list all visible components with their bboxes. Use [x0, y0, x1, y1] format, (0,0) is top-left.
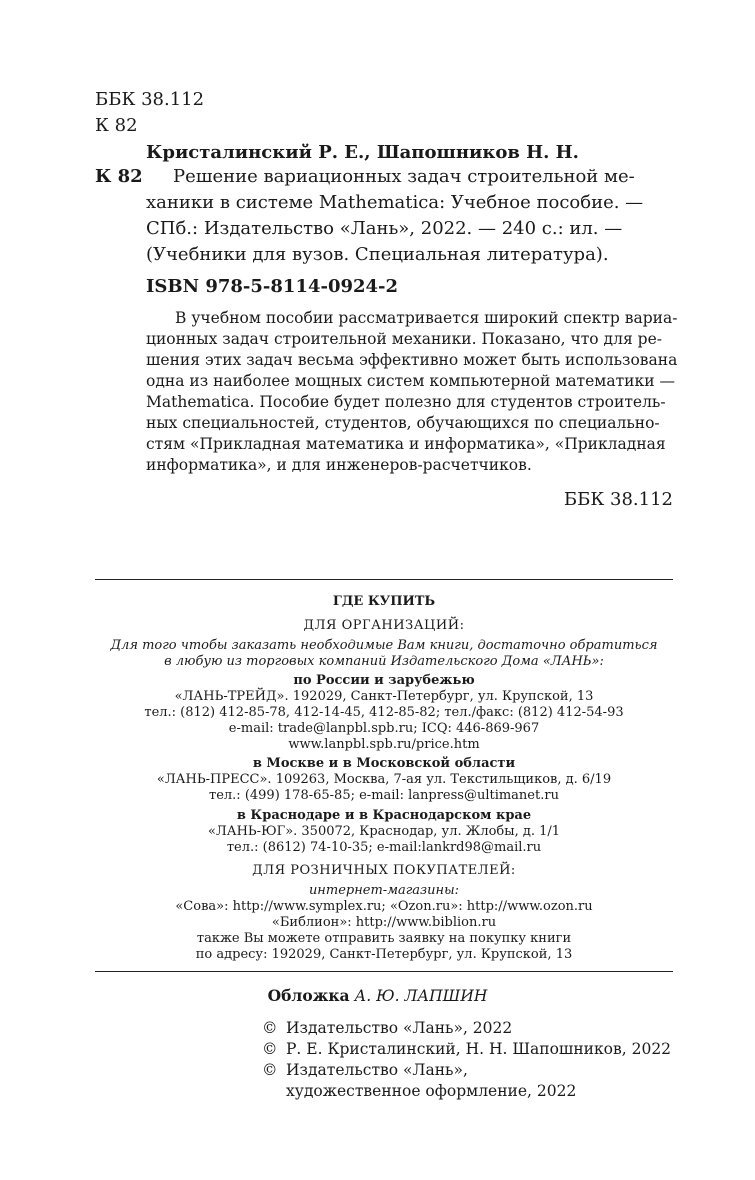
annotation-line: Mathematica. Пособие будет полезно для студентов строитель-: [146, 393, 666, 411]
annotation-line: шения этих задач весьма эффективно может быть использована: [146, 351, 678, 369]
author-mark: К 82: [95, 115, 138, 136]
isbn: ISBN 978-5-8114-0924-2: [146, 276, 399, 297]
annotation-line: стям «Прикладная математика и информатика», «Прикладная: [146, 435, 666, 453]
russia-line: www.lanpbl.spb.ru/price.htm: [288, 737, 480, 752]
divider-bottom: [95, 971, 673, 972]
russia-line: «ЛАНЬ-ТРЕЙД». 192029, Санкт-Петербург, ул. Крупской, 13: [174, 689, 594, 704]
bbk-index: ББК 38.112: [95, 89, 205, 110]
divider-top: [95, 579, 673, 580]
russia-heading: по России и зарубежью: [293, 673, 475, 688]
annotation-line: В учебном пособии рассматривается широкий спектр вариа-: [175, 309, 678, 327]
copyright-line: Издательство «Лань»,: [286, 1061, 468, 1079]
cover-label: Обложка: [267, 986, 350, 1005]
krasnodar-line: тел.: (8612) 74-10-35; e-mail:lankrd98@mail.ru: [226, 840, 542, 855]
retail-line: «Сова»: http://www.symplex.ru; «Ozon.ru»: http://www.ozon.ru: [175, 899, 593, 914]
annotation-line: ных специальностей, студентов, обучающихся по специально-: [146, 414, 660, 432]
org-intro-line: Для того чтобы заказать необходимые Вам книги, достаточно обратиться: [110, 638, 658, 653]
where-to-buy-title: ГДЕ КУПИТЬ: [332, 594, 436, 609]
cover-credit: [0, 985, 755, 1007]
krasnodar-heading: в Краснодаре и в Краснодарском крае: [236, 808, 532, 823]
krasnodar-line: «ЛАНЬ-ЮГ». 350072, Краснодар, ул. Жлобы, д. 1/1: [207, 824, 561, 839]
copyright-symbol: ©: [262, 1061, 278, 1079]
retail-line: также Вы можете отправить заявку на покупку книги: [196, 931, 572, 946]
org-heading: ДЛЯ ОРГАНИЗАЦИЙ:: [303, 618, 465, 633]
record-mark: К 82: [95, 166, 143, 187]
moscow-heading: в Москве и в Московской области: [252, 756, 516, 771]
retail-sub: интернет-магазины:: [308, 883, 460, 898]
copyright-line: Издательство «Лань», 2022: [286, 1019, 513, 1037]
record-line: (Учебники для вузов. Специальная литература).: [146, 244, 609, 265]
copyright-symbol: ©: [262, 1040, 278, 1058]
moscow-line: тел.: (499) 178-65-85; e-mail: lanpress@ultimanet.ru: [209, 788, 559, 803]
retail-line: «Библион»: http://www.biblion.ru: [271, 915, 497, 930]
bbk-index-right: ББК 38.112: [563, 489, 673, 510]
russia-line: e-mail: trade@lanpbl.spb.ru; ICQ: 446-869-967: [228, 721, 540, 736]
annotation-line: одна из наиболее мощных систем компьютерной математики —: [146, 372, 675, 390]
cover-designer: А. Ю. ЛАПШИН: [354, 987, 488, 1005]
annotation-line: ционных задач строительной механики. Показано, что для ре-: [146, 330, 662, 348]
record-line: СПб.: Издательство «Лань», 2022. — 240 с.: ил. —: [146, 218, 623, 239]
org-intro-line: в любую из торговых компаний Издательского Дома «ЛАНЬ»:: [164, 654, 604, 669]
record-line: Решение вариационных задач строительной ме-: [173, 166, 635, 187]
annotation-line: информатика», и для инженеров-расчетчиков.: [146, 456, 532, 474]
copyright-symbol: ©: [262, 1019, 278, 1037]
moscow-line: «ЛАНЬ-ПРЕСС». 109263, Москва, 7-ая ул. Текстильщиков, д. 6/19: [156, 772, 612, 787]
copyright-line: Р. Е. Кристалинский, Н. Н. Шапошников, 2022: [286, 1040, 672, 1058]
record-line: ханики в системе Mathematica: Учебное пособие. —: [146, 192, 644, 213]
retail-heading: ДЛЯ РОЗНИЧНЫХ ПОКУПАТЕЛЕЙ:: [252, 863, 516, 878]
authors: Кристалинский Р. Е., Шапошников Н. Н.: [146, 142, 579, 163]
russia-line: тел.: (812) 412-85-78, 412-14-45, 412-85-82; тел./факс: (812) 412-54-93: [144, 705, 624, 720]
copyright-continuation: художественное оформление, 2022: [286, 1082, 577, 1100]
retail-line: по адресу: 192029, Санкт-Петербург, ул. Крупской, 13: [195, 947, 573, 962]
